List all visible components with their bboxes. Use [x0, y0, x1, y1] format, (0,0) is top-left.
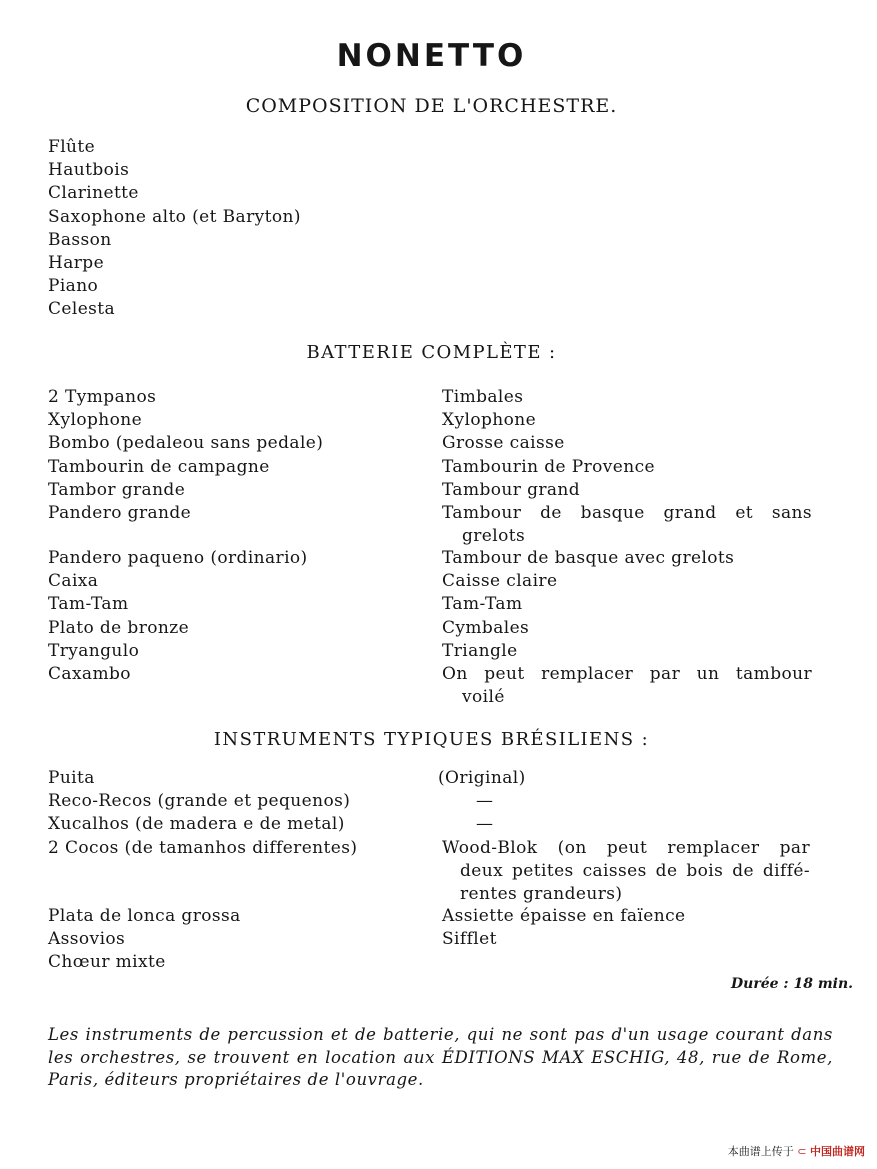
- orchestra-composition-heading: COMPOSITION DE L'ORCHESTRE.: [245, 95, 618, 117]
- typiques-french-name: [442, 813, 812, 836]
- batterie-french-continuation: voilé: [462, 687, 505, 708]
- typiques-original-name: 2 Cocos (de tamanhos differentes): [48, 837, 358, 858]
- batterie-french-name: Tambour grand: [442, 479, 581, 500]
- batterie-original-name: Tryangulo: [48, 640, 140, 661]
- orchestra-item: Basson: [48, 229, 112, 250]
- batterie-french-name: Xylophone: [442, 410, 537, 431]
- batterie-original-name: Xylophone: [48, 410, 143, 431]
- batterie-french-line: On peut remplacer par un tambour: [442, 664, 812, 684]
- batterie-original-name: Tambourin de campagne: [48, 456, 270, 477]
- typiques-original-name: Plata de lonca grossa: [48, 906, 241, 926]
- batterie-french-name: Tambour de basque avec grelots: [442, 548, 735, 568]
- batterie-original-name: Tam-Tam: [48, 594, 129, 615]
- orchestra-item: Hautbois: [48, 160, 130, 181]
- batterie-french-name: Caisse claire: [442, 571, 558, 592]
- brand-logo-icon: ⊂: [797, 1145, 807, 1158]
- orchestra-item: Celesta: [48, 299, 116, 320]
- batterie-french-name: [442, 502, 812, 548]
- duration-note: Durée : 18 min.: [731, 976, 853, 992]
- batterie-original-name: Caxambo: [48, 664, 131, 684]
- typiques-original-name: Chœur mixte: [48, 952, 166, 973]
- page-title: NONETTO: [336, 38, 527, 74]
- batterie-french-continuation: grelots: [462, 526, 526, 547]
- batterie-french-name: [442, 663, 812, 709]
- batterie-original-name: Plato de bronze: [48, 617, 190, 638]
- batterie-original-name: Pandero grande: [48, 503, 192, 523]
- orchestra-item: Flûte: [48, 137, 96, 157]
- typiques-french-continuation: rentes grandeurs): [460, 884, 623, 904]
- typiques-french-continuation: deux petites caisses de bois de diffé-: [460, 860, 810, 881]
- typiques-heading: INSTRUMENTS TYPIQUES BRÉSILIENS :: [213, 729, 650, 750]
- ditto-dash: —: [476, 814, 494, 835]
- typiques-original-name: Reco-Recos (grande et pequenos): [48, 791, 351, 812]
- typiques-french-name: Sifflet: [442, 929, 497, 950]
- orchestra-item: Piano: [48, 276, 99, 297]
- batterie-original-name: Pandero paqueno (ordinario): [48, 548, 308, 568]
- batterie-heading: BATTERIE COMPLÈTE :: [306, 342, 557, 363]
- batterie-french-name: Grosse caisse: [442, 433, 565, 454]
- typiques-original-name: Xucalhos (de madera e de metal): [48, 814, 345, 835]
- orchestra-item: Clarinette: [48, 183, 139, 204]
- upload-watermark: [728, 1143, 865, 1159]
- typiques-french-line: Wood-Blok (on peut remplacer par: [442, 837, 810, 858]
- typiques-french-name: Assiette épaisse en faïence: [442, 906, 686, 926]
- batterie-french-line: Tambour de basque grand et sans: [442, 503, 812, 523]
- typiques-original-name: Assovios: [48, 929, 126, 950]
- typiques-french-name: [442, 790, 812, 813]
- orchestra-item: Harpe: [48, 253, 105, 274]
- rental-note: Les instruments de percussion et de batterie, qui ne sont pas d'un usage courant dans les orchestres, se trouvent en location aux ÉDITIONS MAX ESCHIG, 48, rue de Rome, Paris, éditeurs propriétaires de l'ouvrage.: [48, 1025, 833, 1089]
- batterie-original-name: Bombo (pedaleou sans pedale): [48, 433, 324, 454]
- batterie-original-name: 2 Tympanos: [48, 387, 157, 407]
- ditto-dash: —: [476, 791, 494, 812]
- orchestra-item: Saxophone alto (et Baryton): [48, 206, 301, 227]
- brand-name: 中国曲谱网: [810, 1145, 865, 1158]
- upload-text: 本曲谱上传于: [727, 1145, 794, 1158]
- typiques-french-name: (Original): [438, 768, 526, 788]
- batterie-french-name: Timbales: [442, 387, 524, 407]
- orchestra-list: [48, 136, 301, 322]
- batterie-french-name: Tambourin de Provence: [442, 456, 655, 477]
- batterie-french-name: Tam-Tam: [442, 594, 523, 615]
- typiques-french-name: [442, 837, 810, 907]
- batterie-original-name: Tambor grande: [48, 479, 186, 500]
- batterie-french-name: Triangle: [442, 640, 518, 661]
- batterie-french-name: Cymbales: [442, 617, 530, 638]
- batterie-original-name: Caixa: [48, 571, 99, 592]
- typiques-original-name: Puita: [48, 768, 95, 788]
